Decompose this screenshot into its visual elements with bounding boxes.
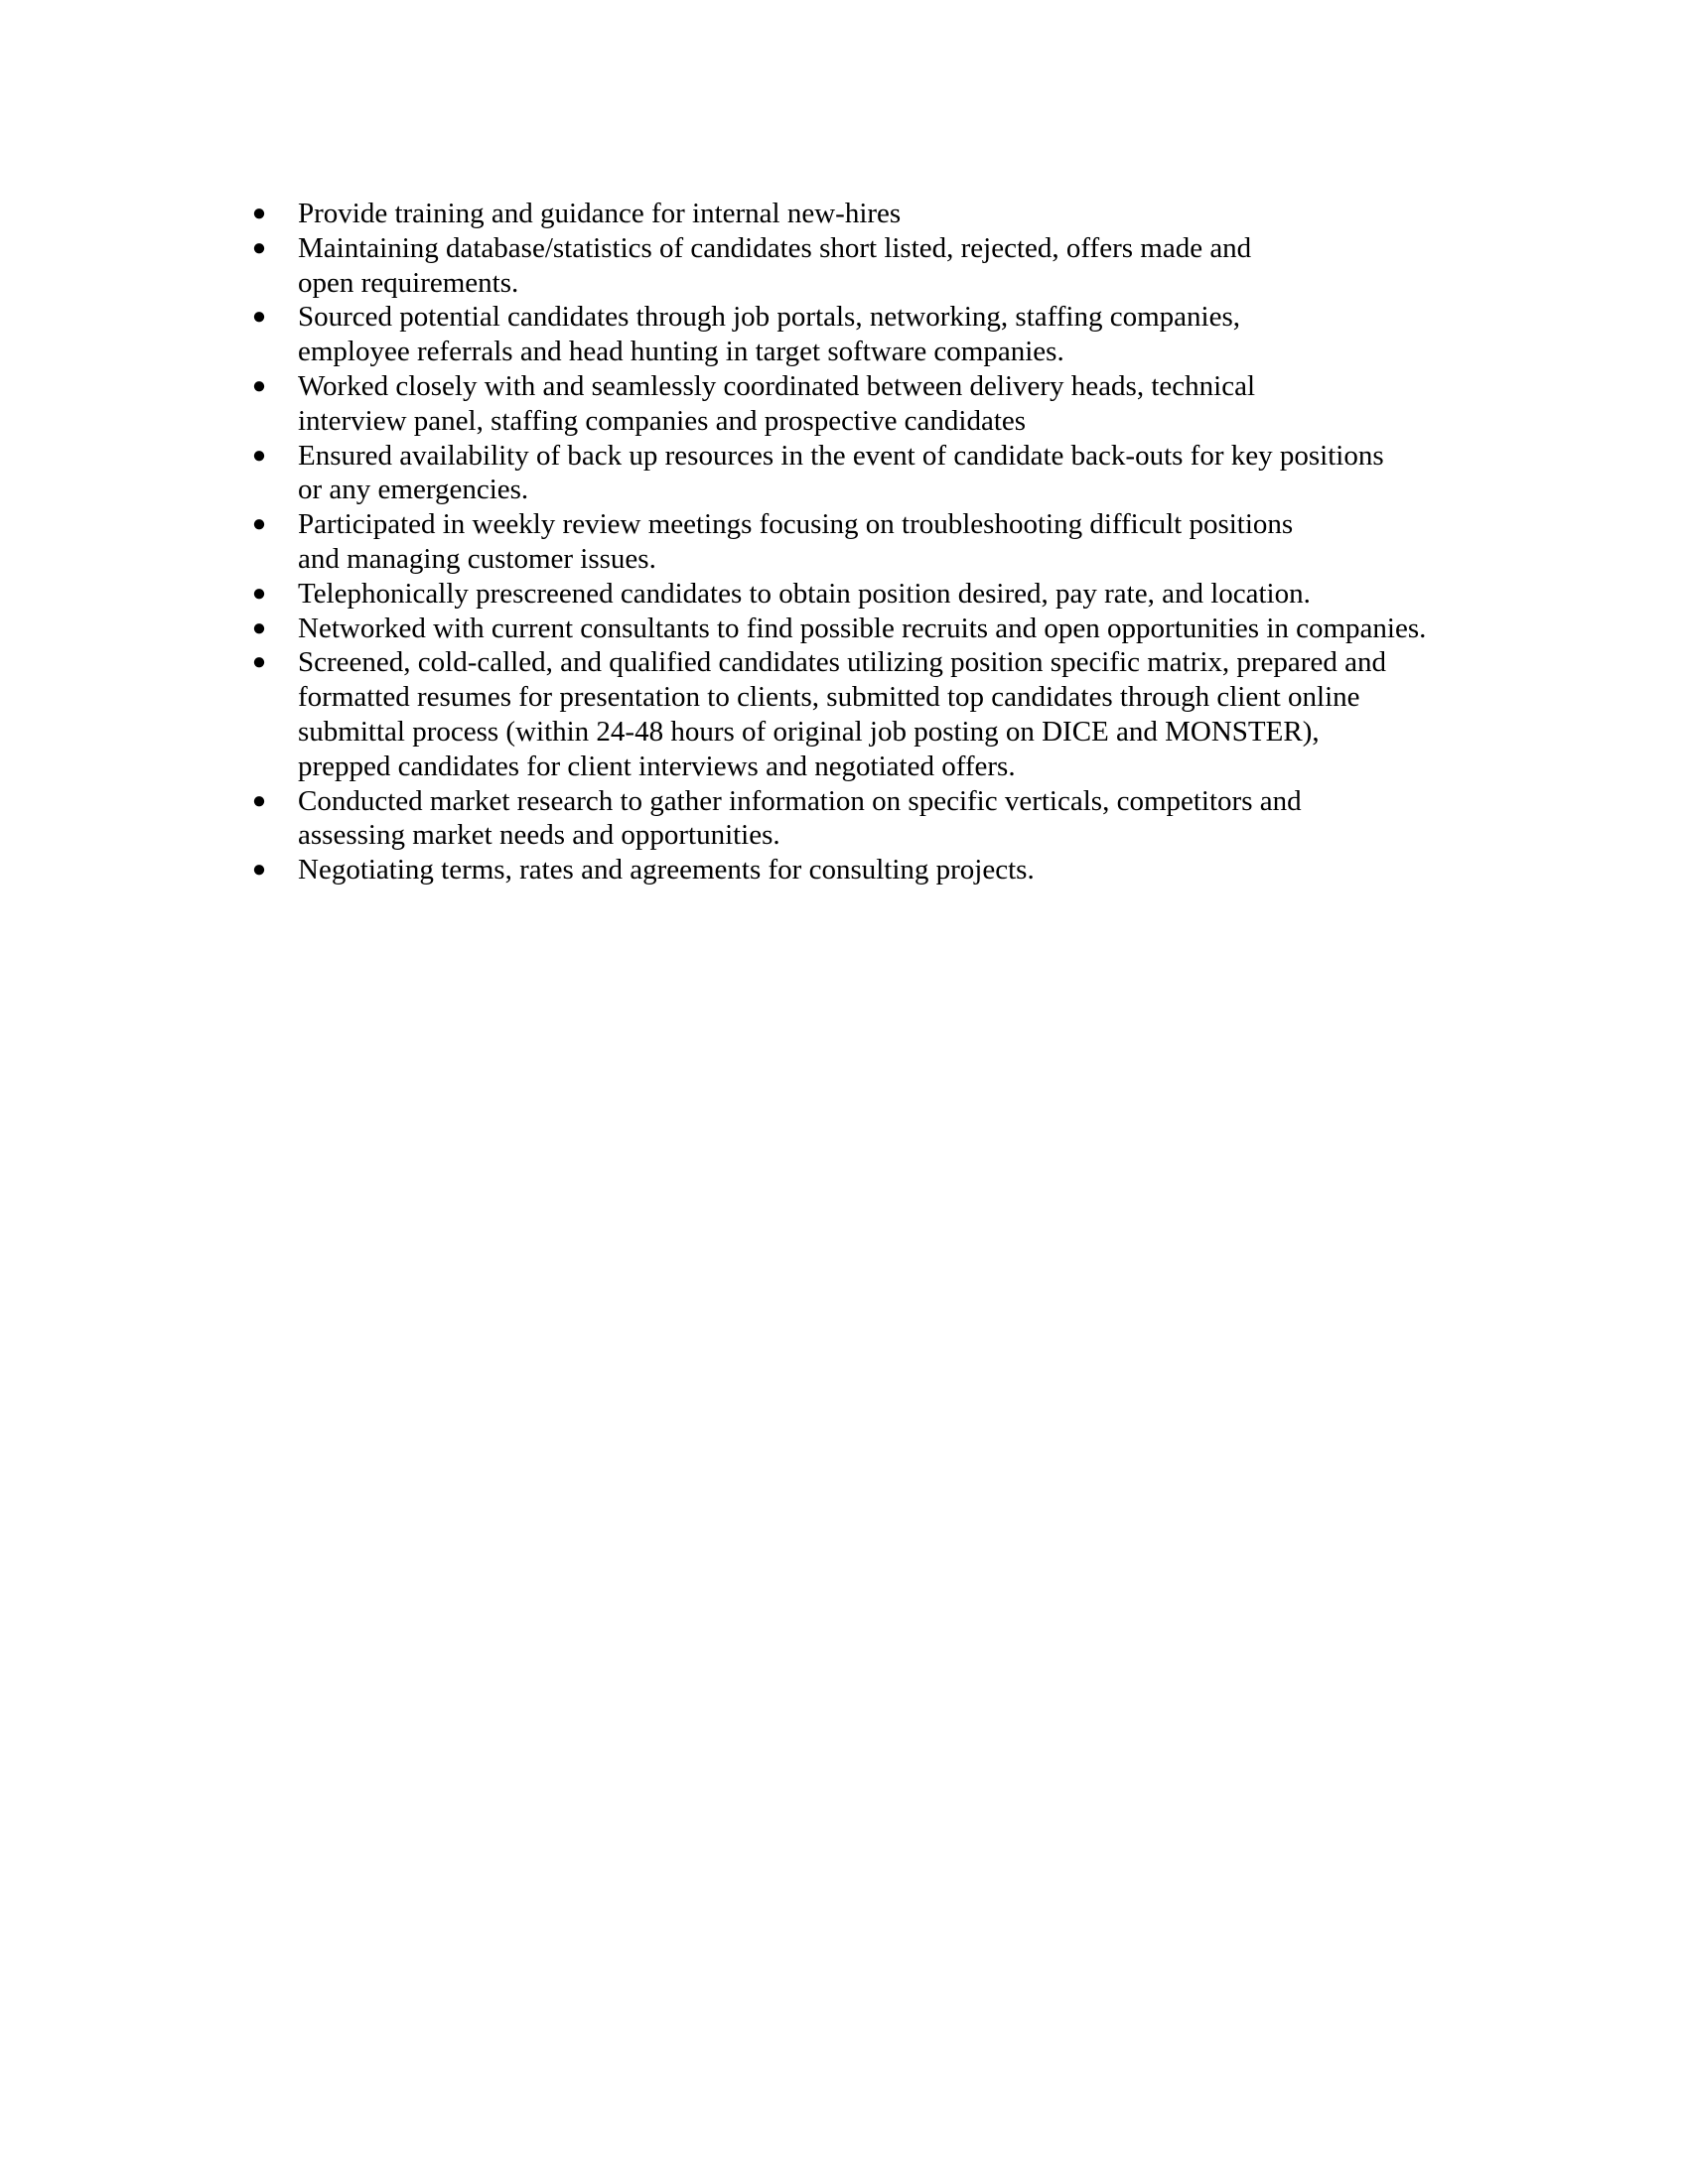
list-item: [243, 300, 1494, 369]
list-item: [243, 645, 1494, 783]
list-item-text: Conducted market research to gather information on specific verticals, competitors and: [298, 784, 1302, 817]
list-item-text: Negotiating terms, rates and agreements for consulting projects.: [298, 854, 1035, 887]
bullet-icon: ●: [251, 442, 267, 469]
list-item: [243, 784, 1494, 854]
bullet-icon: ●: [251, 511, 267, 538]
list-item-text: Networked with current consultants to find possible recruits and open opportunities in companies.: [298, 612, 1427, 644]
bullet-icon: ●: [251, 234, 267, 261]
list-item: [243, 577, 1494, 612]
bullet-icon: ●: [251, 304, 267, 331]
responsibilities-list: [243, 197, 1494, 887]
list-item-text: interview panel, staffing companies and prospective candidates: [298, 404, 1027, 437]
bullet-icon: ●: [251, 201, 267, 226]
list-item-text: Sourced potential candidates through job portals, networking, staffing companies,: [298, 301, 1240, 334]
list-item: [243, 231, 1494, 301]
bullet-icon: ●: [251, 372, 267, 399]
list-item-text: or any emergencies.: [298, 474, 529, 506]
list-item: [243, 369, 1494, 439]
bullet-icon: ●: [251, 649, 267, 676]
bullet-icon: ●: [251, 614, 267, 641]
list-item-text: Worked closely with and seamlessly coordinated between delivery heads, technical: [298, 369, 1255, 402]
list-item-text: Screened, cold-called, and qualified candidates utilizing position specific matrix, prepared and: [298, 646, 1386, 679]
list-item-text: submittal process (within 24-48 hours of original job posting on DICE and MONSTER),: [298, 715, 1320, 748]
list-item-text: Provide training and guidance for internal new-hires: [298, 198, 902, 229]
list-item-text: prepped candidates for client interviews and negotiated offers.: [298, 750, 1016, 782]
list-item-text: and managing customer issues.: [298, 542, 656, 575]
list-item-text: assessing market needs and opportunities.: [298, 819, 780, 852]
bullet-icon: ●: [251, 580, 267, 607]
list-item-text: formatted resumes for presentation to clients, submitted top candidates through client online: [298, 681, 1360, 714]
bullet-icon: ●: [251, 787, 267, 814]
list-item-text: open requirements.: [298, 266, 519, 299]
list-item: [243, 197, 1494, 231]
list-item: [243, 439, 1494, 508]
bullet-icon: ●: [251, 857, 267, 884]
list-item-text: Maintaining database/statistics of candidates short listed, rejected, offers made and: [298, 231, 1252, 264]
list-item: [243, 507, 1494, 577]
list-item-text: employee referrals and head hunting in target software companies.: [298, 336, 1064, 368]
list-item-text: Telephonically prescreened candidates to obtain position desired, pay rate, and location.: [298, 577, 1311, 610]
list-item: [243, 853, 1494, 887]
list-item-text: Participated in weekly review meetings focusing on troubleshooting difficult positions: [298, 508, 1294, 541]
list-item: [243, 612, 1494, 646]
list-item-text: Ensured availability of back up resources in the event of candidate back-outs for key positions: [298, 439, 1384, 472]
